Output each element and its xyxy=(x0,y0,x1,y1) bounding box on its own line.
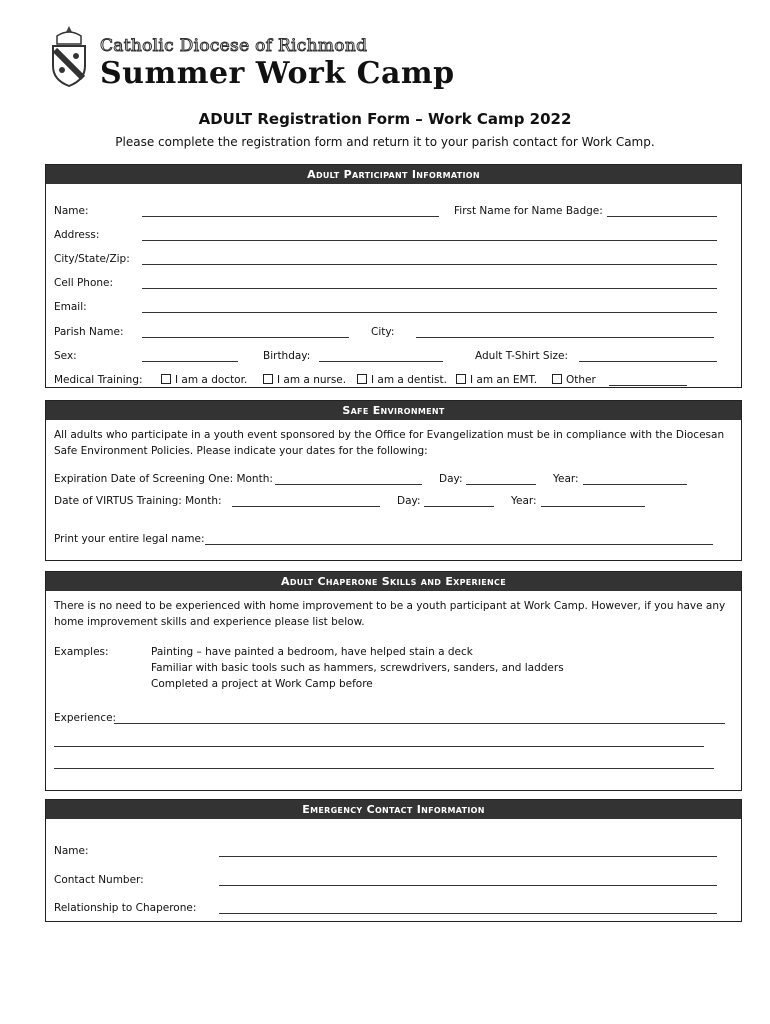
option-dentist[interactable]: I am a dentist. xyxy=(357,374,447,386)
participant-section xyxy=(45,164,742,388)
legal-name-field[interactable] xyxy=(205,533,713,545)
name-field[interactable] xyxy=(142,205,439,217)
virtus-month-field[interactable] xyxy=(232,495,380,507)
page-subtitle: Please complete the registration form and return it to your parish contact for Work Camp. xyxy=(115,135,655,149)
city-state-zip-label: City/State/Zip: xyxy=(54,253,130,265)
experience-line-2[interactable] xyxy=(54,735,704,747)
checkbox-icon xyxy=(552,374,562,384)
example-item: Painting – have painted a bedroom, have helped stain a deck xyxy=(151,646,473,658)
screening-label: Expiration Date of Screening One: Month: xyxy=(54,473,273,485)
emergency-name-label: Name: xyxy=(54,845,89,857)
emergency-name-field[interactable] xyxy=(219,845,717,857)
birthday-label: Birthday: xyxy=(263,350,311,362)
parish-label: Parish Name: xyxy=(54,326,124,338)
emergency-relationship-label: Relationship to Chaperone: xyxy=(54,902,197,914)
safe-text: All adults who participate in a youth event sponsored by the Office for Evangelization must be in compliance with the Diocesan Safe Environment Policies. Please indicate your dates for the following: xyxy=(54,429,725,457)
skills-heading: Adult Chaperone Skills and Experience xyxy=(46,572,741,591)
cell-label: Cell Phone: xyxy=(54,277,114,289)
experience-label: Experience: xyxy=(54,712,117,724)
option-doctor[interactable]: I am a doctor. xyxy=(161,374,247,386)
sex-label: Sex: xyxy=(54,350,77,362)
tshirt-label: Adult T-Shirt Size: xyxy=(475,350,569,362)
participant-heading: Adult Participant Information xyxy=(46,165,741,184)
page-title: ADULT Registration Form – Work Camp 2022 xyxy=(198,110,572,128)
name-label: Name: xyxy=(54,205,89,217)
skills-section xyxy=(45,571,742,791)
experience-line-3[interactable] xyxy=(54,757,714,769)
medical-label: Medical Training: xyxy=(54,374,143,386)
checkbox-icon xyxy=(161,374,171,384)
emergency-number-label: Contact Number: xyxy=(54,874,144,886)
org-name: Catholic Diocese of Richmond xyxy=(100,36,368,56)
email-field[interactable] xyxy=(142,301,717,313)
safe-heading: Safe Environment xyxy=(46,401,741,420)
example-item: Familiar with basic tools such as hammers, screwdrivers, sanders, and ladders xyxy=(151,662,564,674)
email-label: Email: xyxy=(54,301,87,313)
virtus-year-label: Year: xyxy=(511,495,537,507)
screening-year-label: Year: xyxy=(553,473,579,485)
emergency-relationship-field[interactable] xyxy=(219,902,717,914)
badge-label: First Name for Name Badge: xyxy=(454,205,603,217)
cell-field[interactable] xyxy=(142,277,717,289)
screening-day-field[interactable] xyxy=(466,473,536,485)
screening-year-field[interactable] xyxy=(583,473,687,485)
example-item: Completed a project at Work Camp before xyxy=(151,678,373,690)
parish-field[interactable] xyxy=(142,326,349,338)
city-label: City: xyxy=(371,326,395,338)
skills-text: There is no need to be experienced with home improvement to be a youth participant at Work Camp. However, if you have any home improvement skills and experience please list below. xyxy=(54,600,726,628)
badge-field[interactable] xyxy=(607,205,717,217)
option-nurse[interactable]: I am a nurse. xyxy=(263,374,346,386)
other-field[interactable] xyxy=(609,374,687,386)
experience-field[interactable] xyxy=(114,712,725,724)
safe-section xyxy=(45,400,742,561)
city-field[interactable] xyxy=(416,326,714,338)
virtus-year-field[interactable] xyxy=(541,495,645,507)
option-emt[interactable]: I am an EMT. xyxy=(456,374,537,386)
virtus-day-field[interactable] xyxy=(424,495,494,507)
diocese-seal-icon xyxy=(47,26,91,88)
screening-month-field[interactable] xyxy=(275,473,422,485)
program-name: Summer Work Camp xyxy=(100,56,455,91)
option-other[interactable]: Other xyxy=(552,374,596,386)
virtus-label: Date of VIRTUS Training: Month: xyxy=(54,495,222,507)
city-state-zip-field[interactable] xyxy=(142,253,717,265)
examples-label: Examples: xyxy=(54,646,109,658)
address-label: Address: xyxy=(54,229,100,241)
tshirt-field[interactable] xyxy=(579,350,717,362)
emergency-number-field[interactable] xyxy=(219,874,717,886)
emergency-section xyxy=(45,799,742,922)
checkbox-icon xyxy=(357,374,367,384)
checkbox-icon xyxy=(456,374,466,384)
sex-field[interactable] xyxy=(142,350,238,362)
screening-day-label: Day: xyxy=(439,473,463,485)
checkbox-icon xyxy=(263,374,273,384)
legal-name-label: Print your entire legal name: xyxy=(54,533,205,545)
address-field[interactable] xyxy=(142,229,717,241)
virtus-day-label: Day: xyxy=(397,495,421,507)
birthday-field[interactable] xyxy=(319,350,443,362)
emergency-heading: Emergency Contact Information xyxy=(46,800,741,819)
